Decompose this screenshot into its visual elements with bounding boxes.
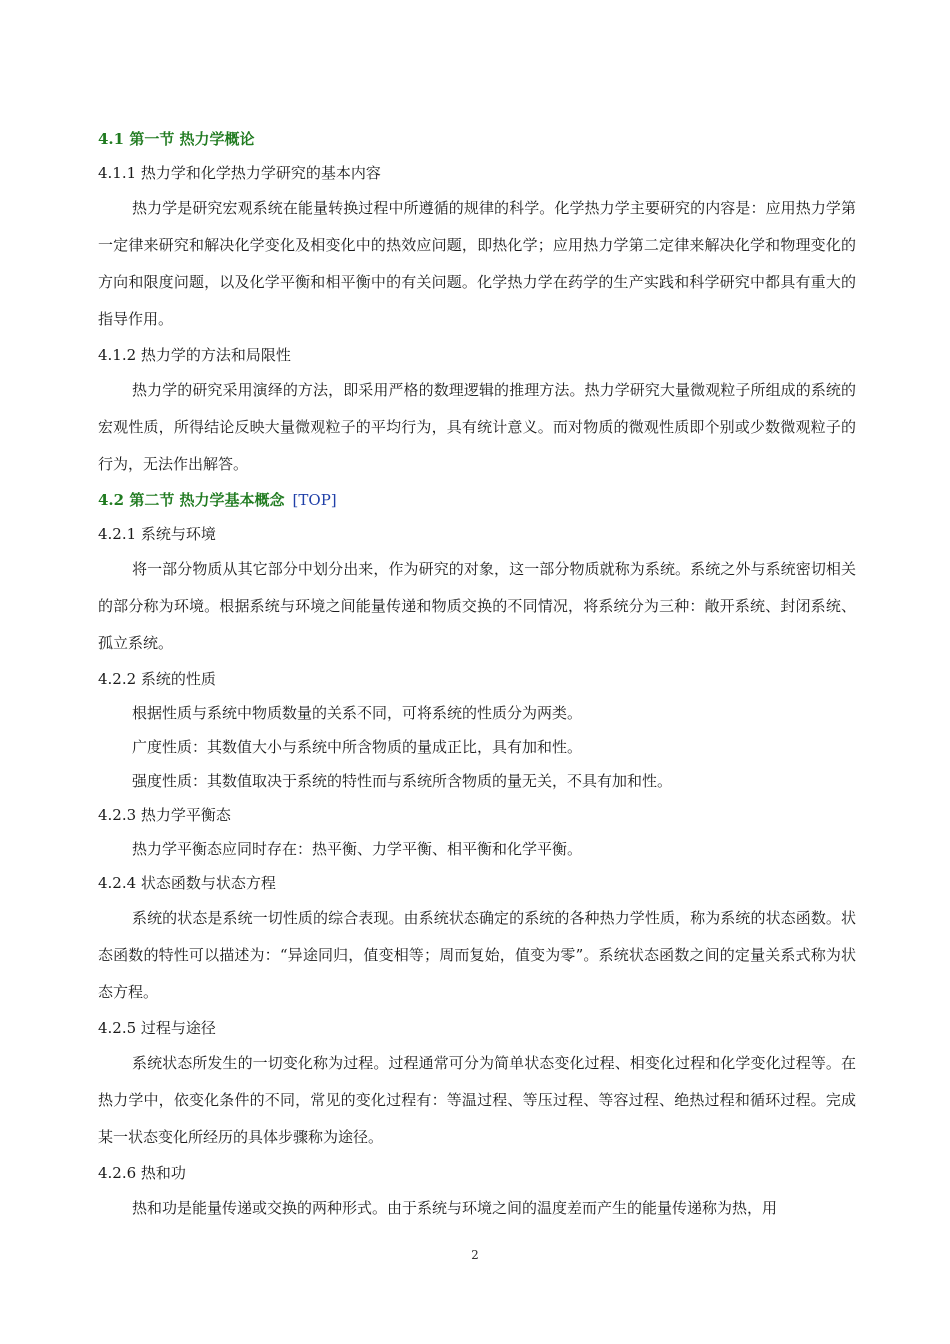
subsection-title-4-2-2: 4.2.2 系统的性质 [98,670,216,688]
subsection-title-4-1-2: 4.1.2 热力学的方法和局限性 [98,346,291,364]
paragraph-4-2-2-line-1: 根据性质与系统中物质数量的关系不同，可将系统的性质分为两类。 [132,704,583,722]
top-link[interactable]: [TOP] [292,491,337,509]
paragraph-4-1-2: 热力学的研究采用演绎的方法，即采用严格的数理逻辑的推理方法。热力学研究大量微观粒子所组成的系统的宏观性质，所得结论反映大量微观粒子的平均行为，具有统计意义。而对物质的微观性质即个别或少数微观粒子的行为，无法作出解答。 [98,381,856,473]
section-title-4-1 [98,122,856,156]
page-number: 2 [471,1248,479,1262]
paragraph-4-2-4: 系统的状态是系统一切性质的综合表现。由系统状态确定的系统的各种热力学性质，称为系统的状态函数。状态函数的特性可以描述为：“异途同归，值变相等；周而复始，值变为零”。系统状态函数之间的定量关系式称为状态方程。 [98,909,856,1001]
paragraph-4-2-1: 将一部分物质从其它部分中划分出来，作为研究的对象，这一部分物质就称为系统。系统之外与系统密切相关的部分称为环境。根据系统与环境之间能量传递和物质交换的不同情况，将系统分为三种：敞开系统、封闭系统、孤立系统。 [98,560,856,652]
subsection-title-4-2-1: 4.2.1 系统与环境 [98,525,216,543]
paragraph-4-2-5: 系统状态所发生的一切变化称为过程。过程通常可分为简单状态变化过程、相变化过程和化学变化过程等。在热力学中，依变化条件的不同，常见的变化过程有：等温过程、等压过程、等容过程、绝热过程和循环过程。完成某一状态变化所经历的具体步骤称为途径。 [98,1054,856,1146]
subsection-title-4-2-6: 4.2.6 热和功 [98,1164,186,1182]
section-title-4-2 [98,483,856,517]
section-title-text: 4.2 第二节 热力学基本概念 [98,491,285,509]
paragraph-4-1-1: 热力学是研究宏观系统在能量转换过程中所遵循的规律的科学。化学热力学主要研究的内容是：应用热力学第一定律来研究和解决化学变化及相变化中的热效应问题，即热化学；应用热力学第二定律来解决化学和物理变化的方向和限度问题，以及化学平衡和相平衡中的有关问题。化学热力学在药学的生产实践和科学研究中都具有重大的指导作用。 [98,199,856,328]
paragraph-4-2-6: 热和功是能量传递或交换的两种形式。由于系统与环境之间的温度差而产生的能量传递称为热，用 [132,1199,778,1217]
paragraph-4-2-2-line-3: 强度性质：其数值取决于系统的特性而与系统所含物质的量无关，不具有加和性。 [132,772,673,790]
paragraph-4-2-3: 热力学平衡态应同时存在：热平衡、力学平衡、相平衡和化学平衡。 [132,840,583,858]
subsection-title-4-1-1: 4.1.1 热力学和化学热力学研究的基本内容 [98,164,381,182]
subsection-title-4-2-5: 4.2.5 过程与途径 [98,1019,216,1037]
paragraph-4-2-2-line-2: 广度性质：其数值大小与系统中所含物质的量成正比，具有加和性。 [132,738,583,756]
section-title-text: 4.1 第一节 热力学概论 [98,130,255,148]
document-page [98,122,856,1227]
subsection-title-4-2-3: 4.2.3 热力学平衡态 [98,806,231,824]
subsection-title-4-2-4: 4.2.4 状态函数与状态方程 [98,874,276,892]
